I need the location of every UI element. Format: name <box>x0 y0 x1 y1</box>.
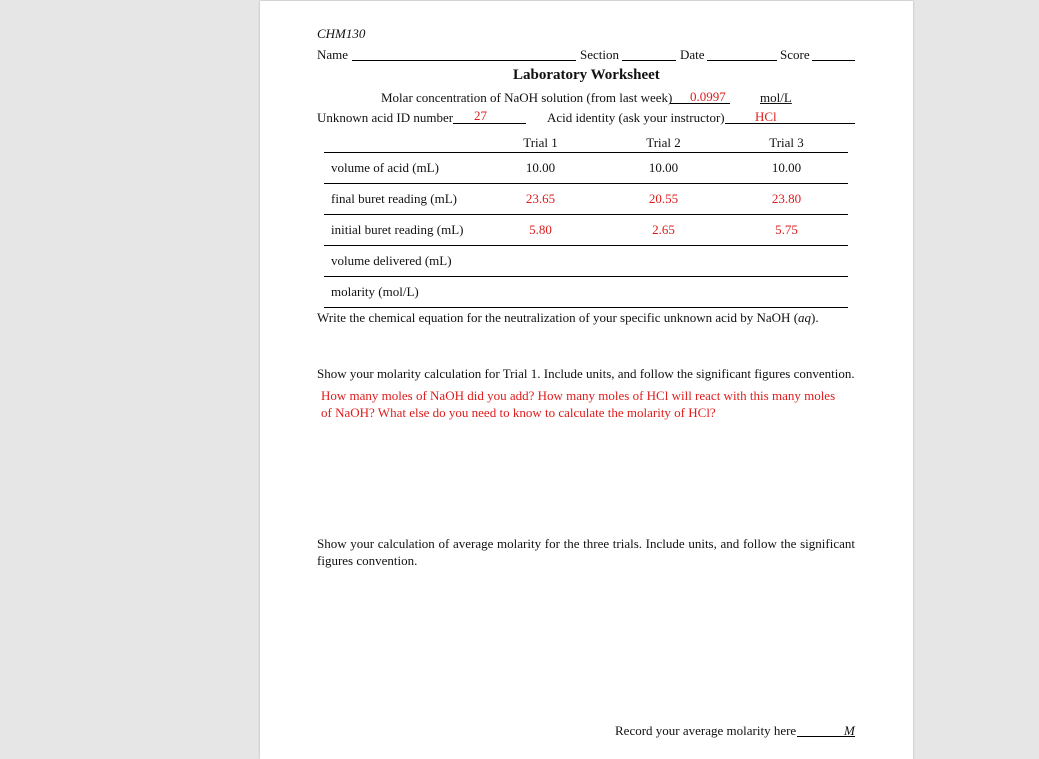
cell-value <box>479 246 602 277</box>
acid-identity-blank <box>725 123 855 124</box>
worksheet-title: Laboratory Worksheet <box>513 67 660 83</box>
worksheet-page <box>260 1 913 759</box>
acid-identity-label: Acid identity (ask your instructor) <box>547 110 725 125</box>
table-row-molarity <box>324 277 848 308</box>
unknown-id-label: Unknown acid ID number <box>317 110 454 125</box>
row-label: initial buret reading (mL) <box>324 215 479 246</box>
cell-value: 10.00 <box>479 153 602 184</box>
hint-line-1: How many moles of NaOH did you add? How many moles of HCl will react with this many moles <box>321 388 836 403</box>
table-row-final-buret <box>324 184 848 215</box>
header-blank <box>324 133 479 153</box>
equation-question-text: Write the chemical equation for the neutralization of your specific unknown acid by NaOH ( <box>317 310 799 325</box>
hint-line-2: of NaOH? What else do you need to know to calculate the molarity of HCl? <box>321 405 716 420</box>
table-row-volume-acid <box>324 153 848 184</box>
cell-value <box>725 277 848 308</box>
name-label: Name <box>317 47 349 62</box>
naoh-molarity-label: Molar concentration of NaOH solution (from last week) <box>381 90 673 105</box>
header-trial-1: Trial 1 <box>523 134 558 150</box>
cell-value: 2.65 <box>602 215 725 246</box>
cell-value: 5.80 <box>479 215 602 246</box>
cell-value: 23.65 <box>479 184 602 215</box>
cell-value <box>479 277 602 308</box>
trials-table <box>324 133 848 308</box>
date-blank <box>707 60 777 61</box>
equation-question-end: ). <box>811 310 819 325</box>
cell-value <box>725 246 848 277</box>
cell-value: 20.55 <box>602 184 725 215</box>
naoh-molarity-value: 0.0997 <box>690 89 726 104</box>
acid-identity-value: HCl <box>755 109 777 124</box>
molarity-unit: M <box>844 723 855 738</box>
average-calc-question-line-2: figures convention. <box>317 553 418 568</box>
cell-value <box>602 246 725 277</box>
cell-value: 5.75 <box>725 215 848 246</box>
table-row-volume-delivered <box>324 246 848 277</box>
section-label: Section <box>580 47 619 62</box>
course-code: CHM130 <box>317 26 366 41</box>
aq-state: aq <box>798 310 812 325</box>
average-calc-question-line-1: Show your calculation of average molarity for the three trials. Include units, and follow the significant <box>317 536 855 551</box>
score-label: Score <box>780 47 810 62</box>
cell-value: 10.00 <box>725 153 848 184</box>
cell-value <box>602 277 725 308</box>
unknown-id-blank <box>453 123 526 124</box>
row-label: molarity (mol/L) <box>324 277 479 308</box>
table-header-row <box>324 133 848 153</box>
record-average-label: Record your average molarity here <box>615 723 797 738</box>
cell-value: 10.00 <box>602 153 725 184</box>
table-row-initial-buret <box>324 215 848 246</box>
row-label: volume delivered (mL) <box>324 246 479 277</box>
section-blank <box>622 60 676 61</box>
trial1-calc-question: Show your molarity calculation for Trial 1. Include units, and follow the significant figures convention. <box>317 366 855 381</box>
row-label: volume of acid (mL) <box>324 153 479 184</box>
row-label: final buret reading (mL) <box>324 184 479 215</box>
unknown-id-value: 27 <box>474 108 487 123</box>
name-blank <box>352 60 576 61</box>
cell-value: 23.80 <box>725 184 848 215</box>
date-label: Date <box>680 47 705 62</box>
equation-question <box>317 309 819 326</box>
score-blank <box>812 60 855 61</box>
header-trial-2: Trial 2 <box>646 134 681 150</box>
header-trial-3: Trial 3 <box>769 134 804 150</box>
naoh-molarity-unit: mol/L <box>760 90 792 105</box>
